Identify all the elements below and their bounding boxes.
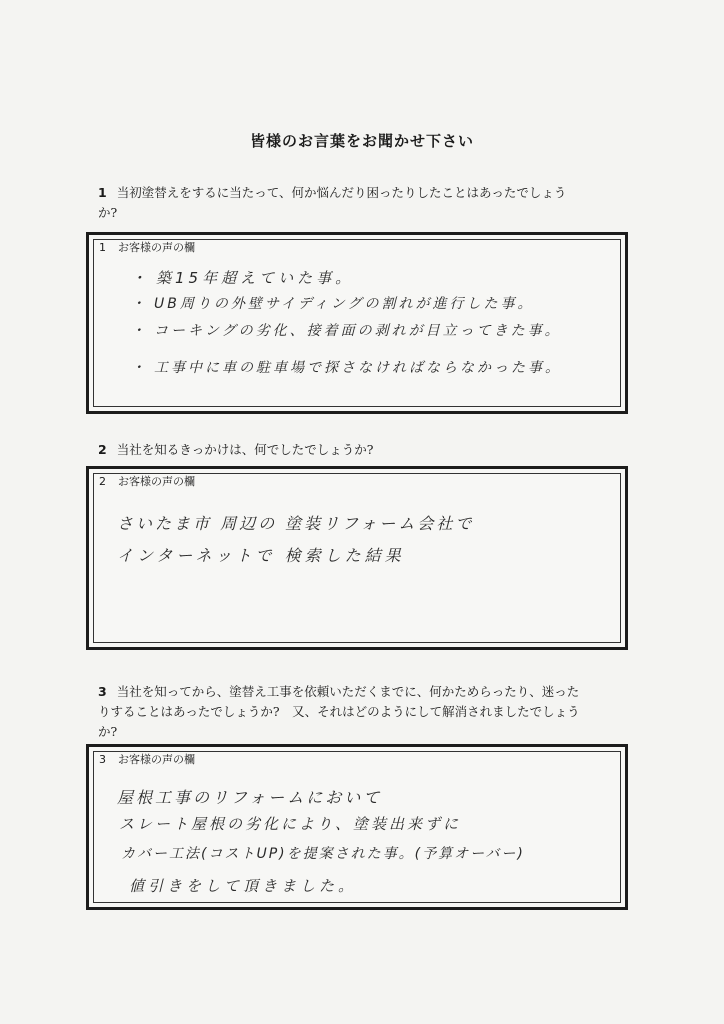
bullet: ・	[131, 269, 151, 287]
answer-box-1	[86, 232, 628, 414]
bullet: ・	[131, 296, 148, 312]
handwritten-answer	[89, 235, 625, 411]
answer-line-text: UB周りの外壁サイディングの割れが進行した事。	[154, 296, 535, 312]
answer-line	[117, 785, 382, 808]
box-label: お客様の声の欄	[118, 753, 195, 766]
answer-line	[117, 511, 474, 534]
bullet: ・	[131, 360, 148, 376]
answer-line	[119, 813, 461, 834]
box-label: お客様の声の欄	[118, 241, 195, 254]
question-text: か?	[98, 724, 118, 739]
answer-line-text: スレート屋根の劣化により、塗装出来ずに	[119, 815, 462, 833]
answer-line-text: インターネットで 検索した結果	[117, 546, 405, 565]
answer-line	[131, 293, 534, 313]
box-number: 1	[99, 241, 106, 254]
page-title: 皆様のお言葉をお聞かせ下さい	[249, 132, 474, 150]
box-number: 2	[99, 475, 106, 488]
handwritten-answer	[89, 747, 625, 907]
question-text: 当社を知ってから、塗替え工事を依頼いただくまでに、何かためらったり、迷った	[116, 684, 580, 699]
question-3	[98, 682, 628, 742]
answer-box-2	[86, 466, 628, 650]
answer-line-text: 築15年超えていた事。	[156, 269, 355, 287]
box-label: お客様の声の欄	[118, 475, 195, 488]
question-number: 2	[98, 442, 107, 457]
answer-line-text: さいたま市 周辺の 塗装リフォーム会社で	[117, 514, 475, 533]
answer-line	[131, 267, 354, 288]
answer-line	[131, 320, 562, 340]
question-2	[98, 440, 628, 460]
answer-line	[117, 543, 405, 566]
bullet: ・	[131, 323, 148, 339]
answer-line-text: カバー工法(コストUP)を提案された事。(予算オーバー)	[121, 846, 525, 862]
answer-line	[121, 843, 525, 863]
question-1	[98, 183, 628, 223]
question-number: 3	[98, 684, 107, 699]
question-text: りすることはあったでしょうか? 又、それはどのようにして解消されましたでしょう	[98, 704, 580, 719]
answer-line	[131, 357, 562, 377]
question-text: 当初塗替えをするに当たって、何か悩んだり困ったりしたことはあったでしょう	[116, 185, 567, 200]
answer-line-text: コーキングの劣化、接着面の剥れが目立ってきた事。	[154, 323, 562, 339]
box-number: 3	[99, 753, 106, 766]
answer-line-text: 工事中に車の駐車場で探さなければならなかった事。	[154, 360, 562, 376]
answer-box-3	[86, 744, 628, 910]
handwritten-answer	[89, 469, 625, 647]
answer-line-text: 屋根工事のリフォームにおいて	[117, 788, 383, 807]
question-text: 当社を知るきっかけは、何でしたでしょうか?	[116, 442, 374, 457]
answer-line-text: 値引きをして頂きました。	[129, 877, 358, 895]
question-number: 1	[98, 185, 107, 200]
question-text: か?	[98, 205, 118, 220]
answer-line	[129, 875, 357, 896]
